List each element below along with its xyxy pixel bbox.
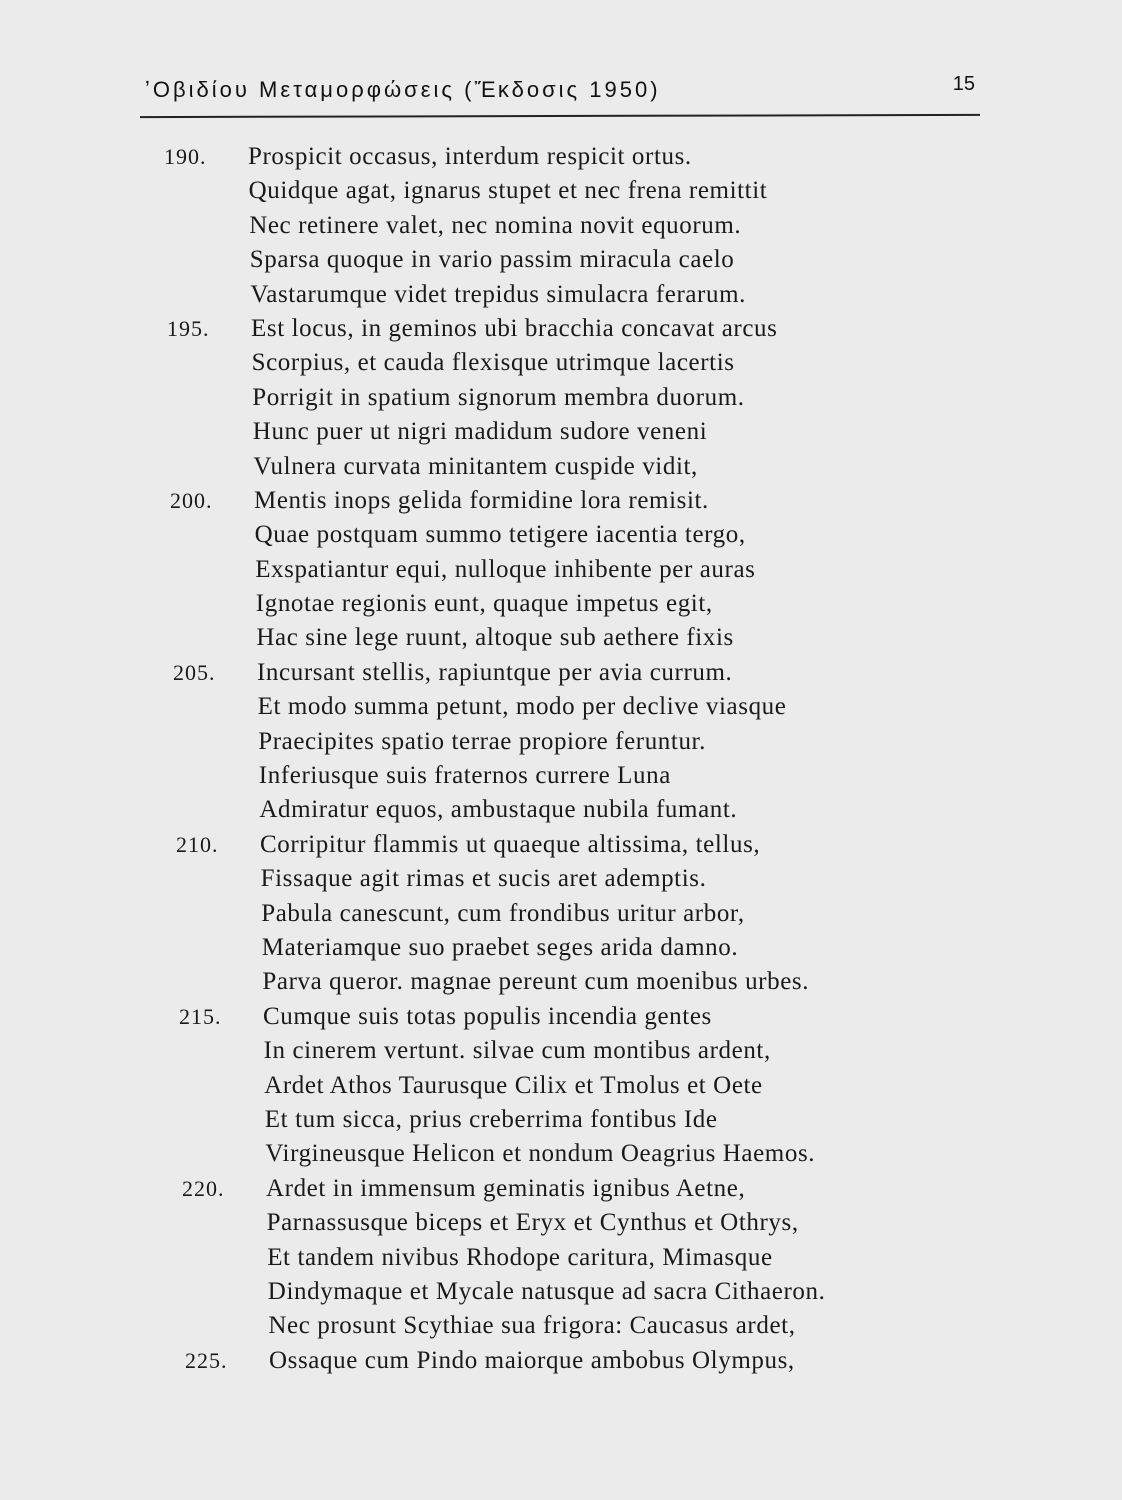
verse-text: Quidque agat, ignarus stupet et nec frena remittit xyxy=(248,177,768,205)
verse-text: Fissaque agit rimas et sucis aret ademptis. xyxy=(260,865,707,893)
verse-line xyxy=(160,1309,980,1343)
verse-text: Prospicit occasus, interdum respicit ortus. xyxy=(248,143,692,170)
verse-text: Et tum sicca, prius creberrima fontibus Ide xyxy=(264,1105,718,1133)
verse-text: Praecipites spatio terrae propiore feruntur. xyxy=(258,727,706,755)
verse-line xyxy=(160,278,980,312)
verse-text: Exspatiantur equi, nulloque inhibente per auras xyxy=(255,555,756,583)
verse-text: Est locus, in geminos ubi bracchia concavat arcus xyxy=(251,314,778,342)
line-number: 215. xyxy=(179,1003,222,1029)
verse-text: Scorpius, et cauda flexisque utrimque lacertis xyxy=(251,349,735,377)
verse-text: Vastarumque videt trepidus simulacra ferarum. xyxy=(250,280,746,308)
verse-line xyxy=(160,209,980,243)
verse-line xyxy=(160,1000,980,1034)
verse-line xyxy=(160,381,980,415)
verse-line xyxy=(160,1241,980,1275)
verse-text: Quae postquam summo tetigere iacentia tergo, xyxy=(254,521,746,549)
verse-line xyxy=(160,140,980,174)
line-number: 195. xyxy=(167,315,210,341)
verse-text: Parva queror. magnae pereunt cum moenibus urbes. xyxy=(262,968,810,996)
verse-line xyxy=(160,1344,980,1378)
header-title: ʼΟβιδίου Μεταμορφώσεις (Ἔκδοσις 1950) xyxy=(145,77,661,102)
verse-text: Nec retinere valet, nec nomina novit equorum. xyxy=(249,211,742,239)
verse-text: In cinerem vertunt. silvae cum montibus ardent, xyxy=(263,1037,771,1065)
verse-line xyxy=(160,415,980,449)
verse-text: Ignotae regionis eunt, quaque impetus egit, xyxy=(255,590,713,618)
verse-text: Hunc puer ut nigri madidum sudore veneni xyxy=(252,418,708,446)
verse-line xyxy=(160,518,980,552)
running-header xyxy=(145,73,975,113)
verse-text: Et modo summa petunt, modo per declive viasque xyxy=(257,693,787,721)
verse-text: Corripitur flammis ut quaeque altissima, tellus, xyxy=(260,830,761,858)
verse-text: Vulnera curvata minitantem cuspide vidit, xyxy=(253,452,698,480)
verse-line xyxy=(160,931,980,965)
verse-text: Nec prosunt Scythiae sua frigora: Caucasus ardet, xyxy=(268,1312,796,1340)
line-number: 200. xyxy=(170,487,213,513)
verse-text: Ossaque cum Pindo maiorque ambobus Olympus, xyxy=(269,1346,795,1374)
verse-text: Admiratur equos, ambustaque nubila fumant. xyxy=(259,796,738,824)
verse-line xyxy=(160,1172,980,1206)
verse-text: Incursant stellis, rapiuntque per avia currum. xyxy=(257,658,733,686)
verse-line xyxy=(160,312,980,346)
verse-text: Ardet in immensum geminatis ignibus Aetne, xyxy=(266,1174,746,1202)
verse-line xyxy=(160,1206,980,1240)
line-number: 220. xyxy=(182,1175,225,1201)
verse-line xyxy=(160,656,980,690)
page-number: 15 xyxy=(952,73,975,95)
verse-text: Materiamque suo praebet seges arida damno. xyxy=(261,933,739,961)
verse-line xyxy=(160,1034,980,1068)
verse-line xyxy=(160,862,980,896)
verse-text: Et tandem nivibus Rhodope caritura, Mimasque xyxy=(267,1243,773,1271)
verse-line xyxy=(160,965,980,999)
verse-line xyxy=(160,450,980,484)
verse-line xyxy=(160,346,980,380)
verse-line xyxy=(160,1069,980,1103)
line-number: 210. xyxy=(176,831,219,857)
verse-text: Virgineusque Helicon et nondum Oeagrius Haemos. xyxy=(265,1140,816,1168)
verse-line xyxy=(160,690,980,724)
verse-text: Hac sine lege ruunt, altoque sub aethere fixis xyxy=(256,624,734,652)
verse-line xyxy=(160,828,980,862)
verse-text: Pabula canescunt, cum frondibus uritur arbor, xyxy=(261,899,745,927)
line-number: 190. xyxy=(164,144,207,169)
verse-text: Porrigit in spatium signorum membra duorum. xyxy=(252,383,745,411)
verse-line xyxy=(160,1275,980,1309)
verse-line xyxy=(160,1137,980,1171)
verse-line xyxy=(160,725,980,759)
verse-text: Mentis inops gelida formidine lora remisit. xyxy=(254,486,709,514)
verse-line xyxy=(160,793,980,827)
line-number: 225. xyxy=(185,1347,228,1373)
verse-line xyxy=(160,587,980,621)
verse-line xyxy=(160,484,980,518)
verse-text: Dindymaque et Mycale natusque ad sacra Cithaeron. xyxy=(267,1277,826,1305)
verse-block xyxy=(160,140,980,1378)
verse-text: Parnassusque biceps et Eryx et Cynthus et Othrys, xyxy=(266,1209,799,1237)
line-number: 205. xyxy=(173,659,216,685)
verse-text: Sparsa quoque in vario passim miracula caelo xyxy=(249,246,735,274)
verse-line xyxy=(160,897,980,931)
verse-text: Cumque suis totas populis incendia gentes xyxy=(263,1002,712,1030)
verse-line xyxy=(160,621,980,655)
verse-line xyxy=(160,174,980,208)
verse-line xyxy=(160,553,980,587)
verse-line xyxy=(160,1103,980,1137)
verse-text: Ardet Athos Taurusque Cilix et Tmolus et Oete xyxy=(264,1071,763,1099)
verse-line xyxy=(160,243,980,277)
verse-line xyxy=(160,759,980,793)
header-rule xyxy=(140,114,980,118)
verse-text: Inferiusque suis fraternos currere Luna xyxy=(258,762,671,790)
